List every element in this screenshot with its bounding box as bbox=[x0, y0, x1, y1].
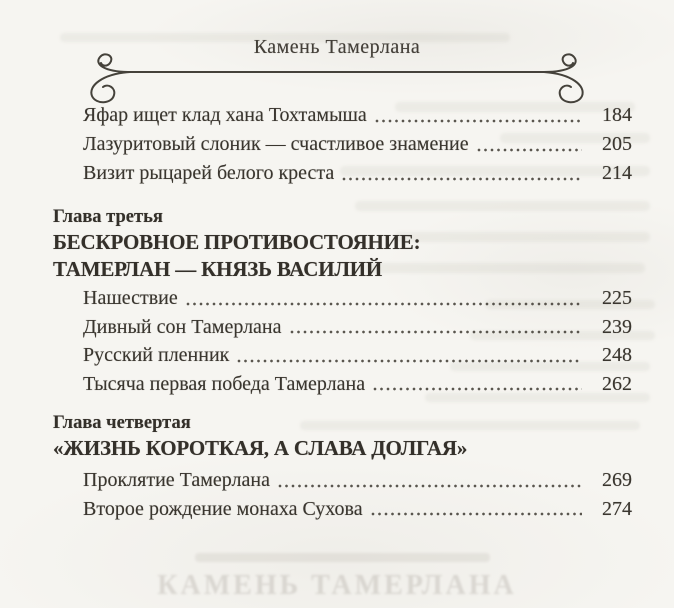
dot-leader bbox=[278, 484, 582, 488]
dot-leader bbox=[237, 359, 582, 363]
chapter-label: Глава четвертая bbox=[53, 413, 191, 433]
toc-entry-title: Русский пленник bbox=[83, 344, 230, 366]
dot-leader bbox=[371, 512, 582, 516]
chapter-title-line: «ЖИЗНЬ КОРОТКАЯ, А СЛАВА ДОЛГАЯ» bbox=[53, 436, 468, 460]
toc-entry-title: Проклятие Тамерлана bbox=[83, 469, 270, 491]
dot-leader bbox=[375, 119, 582, 123]
toc-entry-page-number: 262 bbox=[602, 372, 632, 395]
toc-entry bbox=[83, 101, 632, 130]
toc-entry-title: Визит рыцарей белого креста bbox=[83, 162, 335, 184]
toc-entry-title: Второе рождение монаха Сухова bbox=[83, 497, 363, 520]
dot-leader bbox=[290, 330, 582, 334]
dot-leader bbox=[477, 148, 582, 152]
left-flourish-icon bbox=[91, 54, 130, 102]
toc-entry-page-number: 225 bbox=[602, 287, 632, 309]
bleed-through-title: КАМЕНЬ ТАМЕРЛАНА bbox=[157, 570, 517, 601]
dot-leader bbox=[342, 177, 582, 181]
toc-entry-title: Дивный сон Тамерлана bbox=[83, 315, 282, 338]
toc-entry-title: Лазуритовый слоник — счастливое знамение bbox=[83, 133, 469, 155]
toc-group-previous-chapter bbox=[53, 101, 632, 188]
toc-entry bbox=[83, 370, 632, 399]
running-header: Камень Тамерлана bbox=[253, 36, 421, 58]
toc-entry-page-number: 184 bbox=[602, 104, 632, 126]
toc-group-chapter-four bbox=[53, 412, 632, 523]
toc-entry-title: Яфар ищет клад хана Тохтамыша bbox=[83, 104, 367, 126]
toc-entry-page-number: 214 bbox=[602, 162, 632, 184]
toc-entry bbox=[83, 130, 632, 159]
toc-entry bbox=[83, 313, 632, 342]
toc-entry bbox=[83, 341, 632, 370]
chapter-title-line: БЕСКРОВНОЕ ПРОТИВОСТОЯНИЕ: bbox=[53, 230, 421, 254]
toc-entry-page-number: 248 bbox=[602, 344, 632, 366]
toc-entry-title: Нашествие bbox=[83, 287, 178, 309]
dot-leader bbox=[186, 302, 582, 306]
toc-entry bbox=[83, 159, 632, 188]
ornamental-divider bbox=[44, 50, 630, 104]
chapter-title-line: ТАМЕРЛАН — КНЯЗЬ ВАСИЛИЙ bbox=[53, 257, 383, 281]
toc-entry bbox=[83, 495, 632, 524]
chapter-label: Глава третья bbox=[53, 207, 163, 227]
toc-entry bbox=[83, 284, 632, 313]
toc-entry-page-number: 205 bbox=[602, 133, 632, 155]
toc-entry-page-number: 269 bbox=[602, 469, 632, 491]
toc-entry-page-number: 274 bbox=[602, 497, 632, 520]
toc-entry-title: Тысяча первая победа Тамерлана bbox=[83, 372, 366, 395]
right-flourish-icon bbox=[544, 54, 583, 102]
bleed-through-smudge bbox=[195, 553, 490, 562]
toc-entry bbox=[83, 466, 632, 495]
toc-entry-page-number: 239 bbox=[602, 315, 632, 338]
toc-group-chapter-three bbox=[53, 206, 632, 398]
dot-leader bbox=[373, 387, 582, 391]
